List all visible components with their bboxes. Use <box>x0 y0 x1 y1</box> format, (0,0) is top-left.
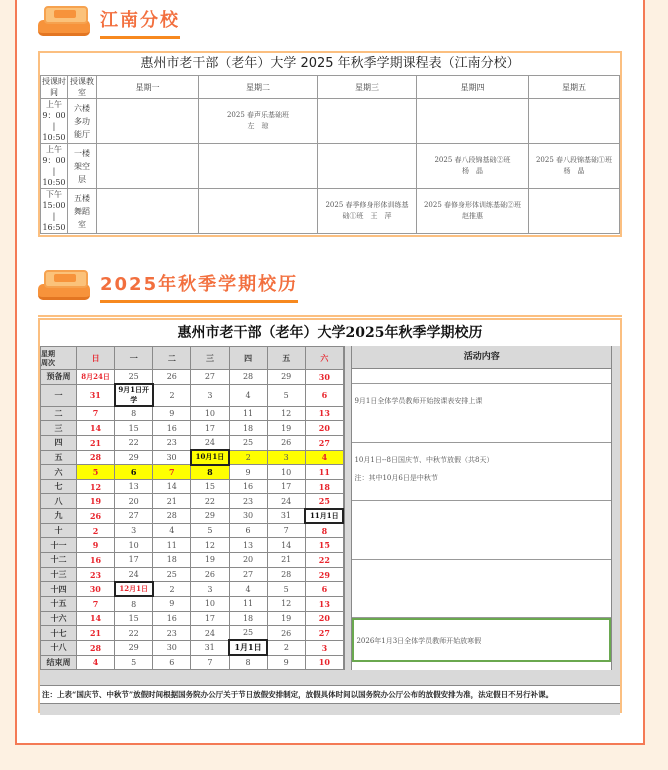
time-text: | <box>52 122 56 131</box>
day-cell: 9 <box>267 655 305 670</box>
day-cell: 4 <box>229 582 267 597</box>
calendar-table <box>40 346 344 670</box>
day-cell: 25 <box>229 435 267 450</box>
class-cell <box>318 99 417 144</box>
day-cell: 13 <box>305 406 343 421</box>
week-row <box>41 465 344 480</box>
activity-cell <box>352 369 611 384</box>
day-cell: 29 <box>191 509 229 524</box>
day-cell: 3 <box>191 582 229 597</box>
time-text: 10:50 <box>42 133 66 142</box>
day-cell: 25 <box>153 567 191 582</box>
time-text: | <box>52 167 56 176</box>
class-cell <box>417 99 529 144</box>
day-cell: 29 <box>305 567 343 582</box>
day-cell: 28 <box>153 509 191 524</box>
week-row <box>41 509 344 524</box>
time-text: 9：00 <box>42 156 66 165</box>
time-text: 16:50 <box>42 223 66 232</box>
week-row <box>41 384 344 406</box>
day-cell: 12月1日 <box>115 582 153 597</box>
class-cell <box>97 144 199 189</box>
week-row <box>41 553 344 568</box>
day-cell: 7 <box>77 596 115 611</box>
day-cell: 22 <box>115 626 153 641</box>
room-cell: 六楼多功能厅 <box>68 99 97 144</box>
day-cell: 31 <box>191 640 229 655</box>
class-cell <box>529 189 620 234</box>
day-cell: 10 <box>191 406 229 421</box>
time-text: 上午 <box>46 145 62 154</box>
scrollbar[interactable] <box>611 346 620 670</box>
calendar-header-row <box>41 347 344 370</box>
week-label: 一 <box>41 384 77 406</box>
class-cell <box>529 99 620 144</box>
weekday-header: 日 <box>77 347 115 370</box>
day-cell: 3 <box>115 523 153 538</box>
class-cell: 2025 春八段锦基础①班 杨 晶 <box>529 144 620 189</box>
day-cell: 3 <box>267 450 305 465</box>
day-cell: 27 <box>191 370 229 385</box>
day-cell: 11 <box>229 596 267 611</box>
schedule-title: 惠州市老干部（老年）大学 2025 年秋季学期课程表（江南分校） <box>140 56 520 71</box>
day-cell: 25 <box>229 626 267 641</box>
schedule-header: 星期二 <box>199 76 318 99</box>
day-cell: 8 <box>305 523 343 538</box>
day-cell: 30 <box>77 582 115 597</box>
day-cell: 18 <box>153 553 191 568</box>
course-schedule <box>38 51 622 237</box>
day-cell: 9 <box>153 596 191 611</box>
day-cell: 23 <box>229 494 267 509</box>
activity-cell <box>352 501 611 560</box>
time-text: 9：00 <box>42 111 66 120</box>
schedule-row <box>41 99 620 144</box>
day-cell: 29 <box>267 370 305 385</box>
time-cell <box>41 99 68 144</box>
day-cell: 5 <box>115 655 153 670</box>
day-cell: 6 <box>229 523 267 538</box>
day-cell: 9月1日开学 <box>115 384 153 406</box>
day-cell: 19 <box>77 494 115 509</box>
day-cell: 19 <box>267 421 305 436</box>
day-cell: 20 <box>305 421 343 436</box>
day-cell: 6 <box>153 655 191 670</box>
day-cell: 4 <box>77 655 115 670</box>
week-row <box>41 596 344 611</box>
day-cell: 26 <box>77 509 115 524</box>
week-row <box>41 450 344 465</box>
week-row <box>41 435 344 450</box>
week-label: 十六 <box>41 611 77 626</box>
day-cell: 12 <box>77 479 115 494</box>
day-cell: 19 <box>267 611 305 626</box>
week-label: 八 <box>41 494 77 509</box>
day-cell: 27 <box>305 435 343 450</box>
day-cell: 7 <box>153 465 191 480</box>
day-cell: 8月24日 <box>77 370 115 385</box>
day-cell: 15 <box>115 421 153 436</box>
day-cell: 15 <box>305 538 343 553</box>
day-cell: 4 <box>229 384 267 406</box>
schedule-header: 星期三 <box>318 76 417 99</box>
activity-cell: 9月1日全体学员教师开始按课表安排上课 <box>352 384 611 443</box>
time-text: 上午 <box>46 100 62 109</box>
day-cell: 5 <box>267 582 305 597</box>
day-cell: 10 <box>305 655 343 670</box>
week-row <box>41 494 344 509</box>
day-cell: 24 <box>267 494 305 509</box>
week-row <box>41 640 344 655</box>
day-cell: 7 <box>267 523 305 538</box>
week-row <box>41 567 344 582</box>
day-cell: 23 <box>77 567 115 582</box>
class-cell: 2025 春修身形体训练基础②班 赵推惠 <box>417 189 529 234</box>
day-cell: 10月1日 <box>191 450 229 465</box>
day-cell: 11月1日 <box>305 509 343 524</box>
week-row <box>41 370 344 385</box>
day-cell: 18 <box>229 611 267 626</box>
day-cell: 22 <box>305 553 343 568</box>
time-text: 10:50 <box>42 178 66 187</box>
class-cell <box>199 189 318 234</box>
day-cell: 6 <box>305 384 343 406</box>
day-cell: 24 <box>191 435 229 450</box>
week-label: 十 <box>41 523 77 538</box>
day-cell: 21 <box>77 435 115 450</box>
day-cell: 7 <box>191 655 229 670</box>
week-row <box>41 582 344 597</box>
day-cell: 25 <box>115 370 153 385</box>
day-cell: 15 <box>191 479 229 494</box>
day-cell: 3 <box>191 384 229 406</box>
class-cell: 2025 春八段锦基础②班 杨 晶 <box>417 144 529 189</box>
day-cell: 8 <box>115 596 153 611</box>
day-cell: 28 <box>267 567 305 582</box>
time-cell <box>41 144 68 189</box>
room-cell: 一楼架空层 <box>68 144 97 189</box>
week-label: 七 <box>41 479 77 494</box>
week-label: 二 <box>41 406 77 421</box>
schedule-row <box>41 144 620 189</box>
day-cell: 21 <box>153 494 191 509</box>
day-cell: 28 <box>77 450 115 465</box>
calendar-note: 注：上表“国庆节、中秋节”放假时间根据国务院办公厅关于节日放假安排制定，放假具体时间以国务院办公厅公布的放假安排为准，法定假日不另行补课。 <box>40 685 620 704</box>
day-cell: 4 <box>153 523 191 538</box>
day-cell: 11 <box>305 465 343 480</box>
time-cell <box>41 189 68 234</box>
day-cell: 10 <box>191 596 229 611</box>
day-cell: 16 <box>153 611 191 626</box>
day-cell: 13 <box>305 596 343 611</box>
day-cell: 13 <box>229 538 267 553</box>
day-cell: 5 <box>267 384 305 406</box>
schedule-header: 星期四 <box>417 76 529 99</box>
schedule-header: 星期五 <box>529 76 620 99</box>
week-label: 十四 <box>41 582 77 597</box>
day-cell: 24 <box>191 626 229 641</box>
day-cell: 10 <box>115 538 153 553</box>
day-cell: 1月1日 <box>229 640 267 655</box>
schedule-header: 授课时间 <box>42 77 66 97</box>
day-cell: 26 <box>267 626 305 641</box>
day-cell: 8 <box>115 406 153 421</box>
class-cell <box>318 144 417 189</box>
day-cell: 9 <box>229 465 267 480</box>
day-cell: 18 <box>305 479 343 494</box>
day-cell: 16 <box>153 421 191 436</box>
week-label: 十三 <box>41 567 77 582</box>
day-cell: 5 <box>191 523 229 538</box>
day-cell: 17 <box>267 479 305 494</box>
week-row <box>41 421 344 436</box>
day-cell: 2 <box>153 384 191 406</box>
day-cell: 13 <box>115 479 153 494</box>
day-cell: 9 <box>77 538 115 553</box>
class-cell <box>199 144 318 189</box>
day-cell: 16 <box>229 479 267 494</box>
day-cell: 26 <box>191 567 229 582</box>
day-cell: 14 <box>153 479 191 494</box>
day-cell: 21 <box>77 626 115 641</box>
week-label: 九 <box>41 509 77 524</box>
time-text: 15:00 <box>42 201 66 210</box>
week-row <box>41 523 344 538</box>
day-cell: 22 <box>191 494 229 509</box>
day-cell: 21 <box>267 553 305 568</box>
day-cell: 30 <box>305 370 343 385</box>
day-cell: 2 <box>267 640 305 655</box>
day-cell: 12 <box>191 538 229 553</box>
day-cell: 17 <box>191 611 229 626</box>
day-cell: 2 <box>77 523 115 538</box>
week-label: 预备周 <box>41 370 77 385</box>
day-cell: 31 <box>77 384 115 406</box>
schedule-row <box>41 189 620 234</box>
divider <box>344 346 352 670</box>
day-cell: 26 <box>153 370 191 385</box>
weekday-header: 三 <box>191 347 229 370</box>
activity-cell <box>352 560 611 619</box>
day-cell: 22 <box>115 435 153 450</box>
day-cell: 4 <box>305 450 343 465</box>
day-cell: 2 <box>229 450 267 465</box>
day-cell: 8 <box>191 465 229 480</box>
day-cell: 5 <box>77 465 115 480</box>
week-label: 六 <box>41 465 77 480</box>
weekday-header: 一 <box>115 347 153 370</box>
day-cell: 14 <box>77 421 115 436</box>
day-cell: 30 <box>153 450 191 465</box>
day-cell: 14 <box>267 538 305 553</box>
weekday-header: 四 <box>229 347 267 370</box>
week-row <box>41 611 344 626</box>
day-cell: 28 <box>229 370 267 385</box>
day-cell: 2 <box>153 582 191 597</box>
day-cell: 12 <box>267 406 305 421</box>
day-cell: 7 <box>77 406 115 421</box>
day-cell: 6 <box>305 582 343 597</box>
day-cell: 30 <box>153 640 191 655</box>
day-cell: 11 <box>153 538 191 553</box>
weekday-header: 五 <box>267 347 305 370</box>
day-cell: 27 <box>229 567 267 582</box>
day-cell: 8 <box>229 655 267 670</box>
week-row <box>41 626 344 641</box>
day-cell: 28 <box>77 640 115 655</box>
school-calendar <box>38 318 622 713</box>
week-label: 十一 <box>41 538 77 553</box>
day-cell: 29 <box>115 640 153 655</box>
day-cell: 16 <box>77 553 115 568</box>
class-cell: 2025 春声乐基础班 左 琼 <box>199 99 318 144</box>
calendar-title: 惠州市老干部（老年）大学2025年秋季学期校历 <box>177 325 483 341</box>
schedule-header: 星期一 <box>97 76 199 99</box>
day-cell: 9 <box>153 406 191 421</box>
week-label: 三 <box>41 421 77 436</box>
corner-cell: 星期 周次 <box>41 347 77 370</box>
day-cell: 10 <box>267 465 305 480</box>
time-text: | <box>52 212 56 221</box>
week-label: 四 <box>41 435 77 450</box>
section-header-branch <box>36 2 180 42</box>
activity-cell: 10月1日--8日国庆节、中秋节放假（共8天） 注：其中10月6日是中秋节 <box>352 443 611 502</box>
section-title: 江南分校 <box>100 6 180 39</box>
day-cell: 17 <box>191 421 229 436</box>
day-cell: 11 <box>229 406 267 421</box>
weekday-header: 二 <box>153 347 191 370</box>
day-cell: 23 <box>153 435 191 450</box>
activity-header: 活动内容 <box>352 346 611 369</box>
week-label: 十五 <box>41 596 77 611</box>
class-cell <box>97 99 199 144</box>
book-stack-icon <box>36 4 92 40</box>
day-cell: 24 <box>115 567 153 582</box>
day-cell: 15 <box>115 611 153 626</box>
day-cell: 6 <box>115 465 153 480</box>
section-title: 2025年秋季学期校历 <box>100 270 298 303</box>
class-cell: 2025 春季修身形体训练基础①班 王 萍 <box>318 189 417 234</box>
day-cell: 27 <box>115 509 153 524</box>
room-cell: 五楼舞蹈室 <box>68 189 97 234</box>
activity-cell: 2026年1月3日全体学员教师开始放寒假 <box>352 618 611 662</box>
schedule-table <box>40 75 620 234</box>
week-label: 十八 <box>41 640 77 655</box>
week-label: 十二 <box>41 553 77 568</box>
day-cell: 30 <box>229 509 267 524</box>
day-cell: 19 <box>191 553 229 568</box>
week-row <box>41 479 344 494</box>
day-cell: 14 <box>77 611 115 626</box>
week-label: 结束周 <box>41 655 77 670</box>
book-stack-icon <box>36 268 92 304</box>
day-cell: 17 <box>115 553 153 568</box>
class-cell <box>97 189 199 234</box>
week-row <box>41 406 344 421</box>
activity-column <box>352 346 611 670</box>
day-cell: 3 <box>305 640 343 655</box>
day-cell: 18 <box>229 421 267 436</box>
day-cell: 20 <box>229 553 267 568</box>
day-cell: 26 <box>267 435 305 450</box>
day-cell: 20 <box>115 494 153 509</box>
week-row <box>41 655 344 670</box>
week-label: 五 <box>41 450 77 465</box>
week-label: 十七 <box>41 626 77 641</box>
day-cell: 12 <box>267 596 305 611</box>
day-cell: 27 <box>305 626 343 641</box>
day-cell: 29 <box>115 450 153 465</box>
day-cell: 20 <box>305 611 343 626</box>
day-cell: 23 <box>153 626 191 641</box>
day-cell: 25 <box>305 494 343 509</box>
section-header-calendar <box>36 266 298 306</box>
day-cell: 31 <box>267 509 305 524</box>
schedule-header: 授课教室 <box>68 76 97 99</box>
time-text: 下午 <box>46 190 62 199</box>
weekday-header: 六 <box>305 347 343 370</box>
week-row <box>41 538 344 553</box>
